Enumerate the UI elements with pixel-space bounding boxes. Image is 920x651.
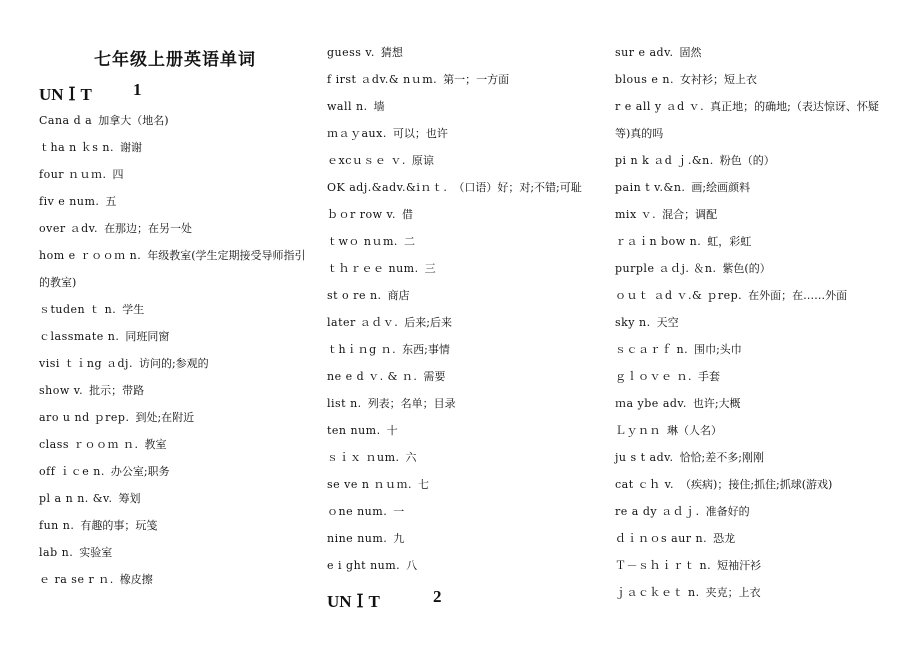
vocab-definition: 需要 xyxy=(423,370,446,383)
unit-2-number: 2 xyxy=(433,587,442,606)
vocab-word: nine num. xyxy=(327,532,388,545)
vocab-word: Ｔ－ｓｈｉｒｔ n. xyxy=(615,559,712,572)
vocab-word: wall n. xyxy=(327,100,368,113)
vocab-entry xyxy=(39,377,144,404)
vocab-entry xyxy=(615,363,720,390)
vocab-definition: 在外面；在……外面 xyxy=(748,289,848,302)
unit-2-heading xyxy=(327,587,442,612)
vocab-entry xyxy=(39,485,140,512)
vocab-definition: 到处;在附近 xyxy=(135,411,195,424)
vocab-word: mix ｖ. xyxy=(615,208,657,221)
vocab-definition: （口语）好；对;不错;可耻 xyxy=(453,181,582,194)
vocab-entry xyxy=(39,323,169,350)
vocab-entry xyxy=(39,458,170,485)
vocab-word: ｄｉｎｏs aur n. xyxy=(615,532,708,545)
vocab-word: class ｒｏｏｍ ｎ. xyxy=(39,438,139,451)
vocab-entry xyxy=(327,336,450,363)
vocab-definition: 第一；一方面 xyxy=(443,73,510,86)
vocab-word: ne e d ｖ. & ｎ. xyxy=(327,370,418,383)
vocab-word: e i ght num. xyxy=(327,559,401,572)
vocab-entry xyxy=(39,512,157,539)
vocab-word: ｏｕｔ ａd ｖ.& ｐrep. xyxy=(615,289,743,302)
vocab-word: fun n. xyxy=(39,519,75,532)
vocab-entry xyxy=(327,120,448,147)
vocab-definition: 画;绘画颜料 xyxy=(691,181,751,194)
vocab-word: r e all y ａd ｖ. xyxy=(615,100,705,113)
vocab-entry xyxy=(327,471,429,498)
vocab-entry xyxy=(39,242,311,296)
vocab-entry xyxy=(615,498,750,525)
vocab-word: ｓｉｘ ｎum. xyxy=(327,451,400,464)
vocab-definition: 东西;事情 xyxy=(402,343,450,356)
vocab-definition: 橡皮擦 xyxy=(119,573,153,586)
vocab-entry xyxy=(615,309,679,336)
vocab-word: st o re n. xyxy=(327,289,382,302)
vocab-entry xyxy=(615,390,741,417)
vocab-definition: 原谅 xyxy=(411,154,434,167)
vocab-definition: 实验室 xyxy=(79,546,113,559)
vocab-entry xyxy=(615,552,761,579)
vocab-definition: 五 xyxy=(105,195,117,208)
vocab-word: ｇｌｏｖｅ ｎ. xyxy=(615,370,692,383)
vocab-word: ｔhｉｎg ｎ. xyxy=(327,343,397,356)
vocab-definition: 商店 xyxy=(387,289,410,302)
vocab-word: ｏne num. xyxy=(327,505,388,518)
vocab-entry xyxy=(615,444,764,471)
vocab-entry xyxy=(39,188,116,215)
vocab-entry xyxy=(615,147,775,174)
unit-1-number: 1 xyxy=(133,80,142,99)
vocab-definition: 短袖汗衫 xyxy=(717,559,762,572)
vocab-word: pi n k ａd ｊ.&n. xyxy=(615,154,714,167)
vocab-definition: 访问的;参观的 xyxy=(138,357,209,370)
vocab-entry xyxy=(327,93,385,120)
vocab-word: visi ｔｉng ａdj. xyxy=(39,357,133,370)
vocab-word: ｍａｙaux. xyxy=(327,127,387,140)
vocab-entry xyxy=(327,228,415,255)
vocab-word: sky n. xyxy=(615,316,651,329)
vocab-word: ten num. xyxy=(327,424,381,437)
vocab-definition: 谢谢 xyxy=(119,141,142,154)
vocab-entry xyxy=(39,107,169,134)
vocab-definition: 加拿大（地名) xyxy=(98,114,169,127)
vocab-word: list n. xyxy=(327,397,362,410)
vocab-word: later ａｄｖ. xyxy=(327,316,399,329)
vocab-definition: 紫色(的） xyxy=(722,262,771,275)
vocab-definition: 一 xyxy=(393,505,405,518)
vocab-definition: 混合；调配 xyxy=(662,208,718,221)
vocab-definition: 六 xyxy=(405,451,417,464)
vocab-word: f irst ａdv.& nｕm. xyxy=(327,73,438,86)
vocab-entry xyxy=(327,66,509,93)
vocab-word: ｊａｃｋｅｔ n. xyxy=(615,586,700,599)
vocab-word: ｓｃａｒｆ n. xyxy=(615,343,689,356)
vocab-definition: 年级教室(学生定期接受导师指引的教室) xyxy=(39,249,306,289)
vocab-entry xyxy=(327,201,413,228)
vocab-entry xyxy=(327,552,417,579)
vocab-word: ju s t adv. xyxy=(615,451,674,464)
unit-1-heading xyxy=(39,80,142,105)
vocab-word: se ve n ｎｕｍ. xyxy=(327,478,412,491)
vocab-entry xyxy=(39,296,144,323)
vocab-word: fiv e num. xyxy=(39,195,100,208)
vocab-word: OK adj.&adv.&iｎｔ. xyxy=(327,181,448,194)
vocab-word: cat ｃｈ v. xyxy=(615,478,675,491)
vocab-entry xyxy=(39,215,192,242)
vocab-entry xyxy=(327,417,398,444)
vocab-word: pl a n n. &v. xyxy=(39,492,113,505)
vocab-entry xyxy=(615,471,832,498)
vocab-definition: 虹，彩虹 xyxy=(707,235,752,248)
vocab-definition: 手套 xyxy=(698,370,720,383)
vocab-definition: 可以；也许 xyxy=(392,127,448,140)
vocab-entry xyxy=(615,525,735,552)
vocab-definition: 围巾;头巾 xyxy=(694,343,742,356)
vocab-word: Cana d a xyxy=(39,114,93,127)
vocab-definition: 后来;后来 xyxy=(404,316,452,329)
vocab-word: pain t v.&n. xyxy=(615,181,686,194)
vocab-definition: 恐龙 xyxy=(713,532,736,545)
vocab-entry xyxy=(39,134,142,161)
vocab-word: over ａdv. xyxy=(39,222,99,235)
vocab-definition: 有趣的事；玩笺 xyxy=(80,519,158,532)
vocab-entry xyxy=(615,228,751,255)
vocab-definition: 天空 xyxy=(656,316,679,329)
vocab-entry xyxy=(615,66,757,93)
vocab-definition: 真正地；的确地;（表达惊讶、怀疑等)真的吗 xyxy=(615,100,879,140)
vocab-entry xyxy=(327,363,445,390)
unit-2-label: UNＩT xyxy=(327,592,380,611)
vocab-definition: 十 xyxy=(386,424,398,437)
vocab-entry xyxy=(615,417,722,444)
vocab-word: re a dy ａｄｊ. xyxy=(615,505,700,518)
vocab-entry xyxy=(327,309,452,336)
vocab-word: ｒａｉn bow n. xyxy=(615,235,702,248)
vocab-definition: 同班同窗 xyxy=(125,330,170,343)
vocab-word: Ｌｙｎｎ xyxy=(615,424,661,437)
vocab-entry xyxy=(39,350,209,377)
vocab-entry xyxy=(615,336,742,363)
vocab-entry xyxy=(615,579,761,606)
vocab-word: sur e adv. xyxy=(615,46,674,59)
vocab-word: purple ａｄj. ＆n. xyxy=(615,262,717,275)
vocab-definition: 琳（人名） xyxy=(667,424,722,437)
vocab-entry xyxy=(39,161,124,188)
vocab-definition: 列表；名单；目录 xyxy=(367,397,456,410)
vocab-definition: 四 xyxy=(112,168,124,181)
vocab-definition: 九 xyxy=(393,532,405,545)
vocab-entry xyxy=(39,566,153,593)
vocab-definition: 墙 xyxy=(373,100,385,113)
vocab-definition: 固然 xyxy=(679,46,702,59)
vocab-definition: 八 xyxy=(406,559,418,572)
vocab-entry xyxy=(615,282,847,309)
vocab-entry xyxy=(615,93,887,147)
vocab-word: ｓtuden ｔ n. xyxy=(39,303,117,316)
vocab-entry xyxy=(327,147,434,174)
vocab-entry xyxy=(327,444,417,471)
vocab-entry xyxy=(39,539,112,566)
vocab-definition: （疾病)；接住;抓住;抓球(游戏) xyxy=(680,478,833,491)
vocab-word: ｔwｏ nｕm. xyxy=(327,235,398,248)
vocab-definition: 筹划 xyxy=(118,492,141,505)
vocab-word: show v. xyxy=(39,384,84,397)
vocab-definition: 粉色（的） xyxy=(719,154,775,167)
vocab-word: off ｉｃe n. xyxy=(39,465,105,478)
vocab-word: ｃlassmate n. xyxy=(39,330,120,343)
vocab-definition: 学生 xyxy=(122,303,145,316)
vocab-entry xyxy=(327,39,403,66)
vocab-word: lab n. xyxy=(39,546,74,559)
vocab-entry xyxy=(615,39,702,66)
vocab-definition: 猜想 xyxy=(380,46,403,59)
vocab-entry xyxy=(327,390,456,417)
vocab-definition: 在那边；在另一处 xyxy=(104,222,193,235)
vocab-definition: 准备好的 xyxy=(705,505,750,518)
vocab-entry xyxy=(327,174,582,201)
vocab-word: ｔha n ｋs n. xyxy=(39,141,114,154)
vocab-entry xyxy=(327,498,404,525)
vocab-entry xyxy=(327,525,404,552)
vocab-definition: 女衬衫；短上衣 xyxy=(680,73,757,86)
vocab-word: blous e n. xyxy=(615,73,674,86)
vocab-definition: 恰恰;差不多;刚刚 xyxy=(679,451,764,464)
vocab-word: ｂｏr row v. xyxy=(327,208,396,221)
vocab-definition: 教室 xyxy=(144,438,167,451)
vocab-definition: 批示；带路 xyxy=(89,384,145,397)
vocab-definition: 七 xyxy=(417,478,429,491)
vocab-entry xyxy=(327,255,436,282)
vocab-entry xyxy=(615,174,750,201)
vocab-definition: 借 xyxy=(401,208,413,221)
vocab-definition: 办公室;职务 xyxy=(110,465,170,478)
vocab-word: hom e ｒｏｏｍ n. xyxy=(39,249,142,262)
vocab-word: ｅxcｕｓｅ ｖ. xyxy=(327,154,406,167)
vocab-definition: 三 xyxy=(424,262,436,275)
vocab-word: ｍa ybe adv. xyxy=(615,397,687,410)
page-title: 七年级上册英语单词 xyxy=(94,50,256,70)
vocab-definition: 夹克；上衣 xyxy=(705,586,761,599)
vocab-entry xyxy=(39,431,167,458)
vocab-word: four ｎｕｍ. xyxy=(39,168,107,181)
vocab-entry xyxy=(327,282,410,309)
vocab-word: guess v. xyxy=(327,46,375,59)
vocab-definition: 也许;大概 xyxy=(692,397,741,410)
vocab-entry xyxy=(615,255,771,282)
vocab-word: ｅ ra se r ｎ. xyxy=(39,573,114,586)
unit-1-label: UNＩT xyxy=(39,85,92,104)
vocab-definition: 二 xyxy=(403,235,415,248)
vocab-word: aro u nd ｐrep. xyxy=(39,411,130,424)
vocab-entry xyxy=(615,201,717,228)
vocab-entry xyxy=(39,404,194,431)
vocab-word: ｔｈｒｅｅ num. xyxy=(327,262,419,275)
